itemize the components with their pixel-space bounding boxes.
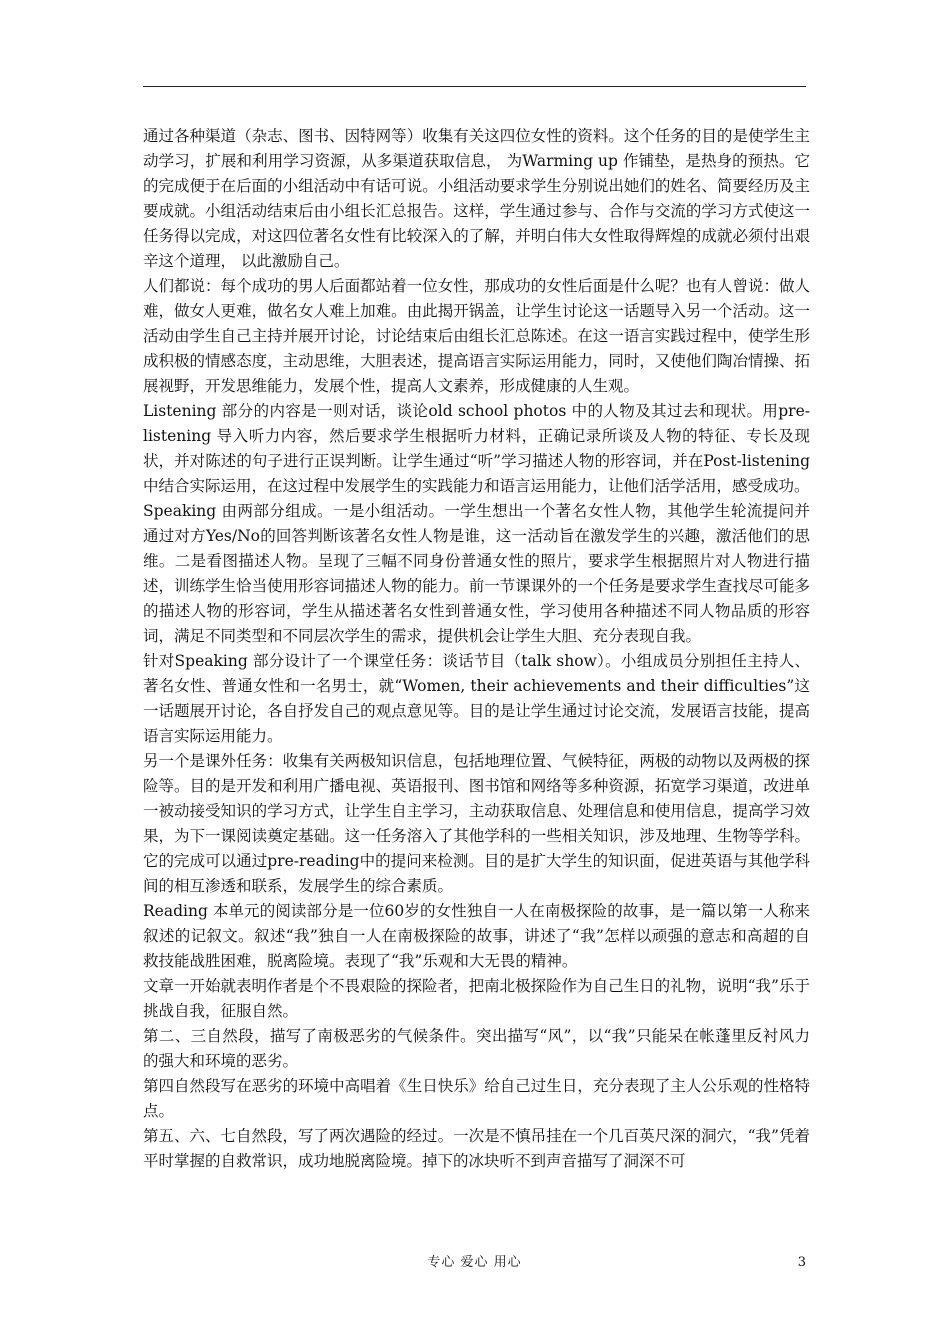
paragraph: 第二、三自然段，描写了南极恶劣的气候条件。突出描写“风”，以“我”只能呆在帐蓬里反衬风力的强大和环境的恶劣。 [143, 1027, 810, 1070]
paragraph: Reading 本单元的阅读部分是一位60岁的女性独自一人在南极探险的故事，是一篇以第一人称来叙述的记叙文。叙述“我”独自一人在南极探险的故事，讲述了“我”怎样以顽强的意志和高超的自救技能战胜困难，脱离险境。表现了“我”乐观和大无畏的精神。 [143, 902, 810, 970]
paragraph: Speaking 由两部分组成。一是小组活动。一学生想出一个著名女性人物，其他学生轮流提问并通过对方Yes/No的回答判断该著名女性人物是谁，这一活动旨在激发学生的兴趣，激活他们的思维。二是看图描述人物。呈现了三幅不同身份普通女性的照片，要求学生根据照片对人物进行描述，训练学生恰当使用形容词描述人物的能力。前一节课课外的一个任务是要求学生查找尽可能多的描述人物的形容词，学生从描述著名女性到普通女性，学习使用各种描述不同人物品质的形容词，满足不同类型和不同层次学生的需求，提供机会让学生大胆、充分表现自我。 [143, 502, 810, 645]
page-number: 3 [797, 1255, 806, 1270]
footer-motto: 专心 爱心 用心 [427, 1255, 522, 1270]
paragraph: 人们都说：每个成功的男人后面都站着一位女性，那成功的女性后面是什么呢？也有人曾说：做人难，做女人更难，做名女人难上加难。由此揭开锅盖，让学生讨论这一话题导入另一个活动。这一活动由学生自己主持并展开讨论，讨论结束后由组长汇总陈述。在这一语言实践过程中，使学生形成积极的情感态度，主动思维，大胆表述，提高语言实际运用能力，同时，又使他们陶冶情操、拓展视野，开发思维能力，发展个性，提高人文素养，形成健康的人生观。 [143, 277, 810, 395]
paragraph: 另一个是课外任务：收集有关两极知识信息，包括地理位置、气候特征，两极的动物以及两极的探险等。目的是开发和利用广播电视、英语报刊、图书馆和网络等多种资源，拓宽学习渠道，改进单一被动接受知识的学习方式，让学生自主学习，主动获取信息、处理信息和使用信息，提高学习效果，为下一课阅读奠定基础。这一任务溶入了其他学科的一些相关知识，涉及地理、生物等学科。它的完成可以通过pre-reading中的提问来检测。目的是扩大学生的知识面，促进英语与其他学科间的相互渗透和联系，发展学生的综合素质。 [143, 752, 810, 895]
paragraph: 第五、六、七自然段，写了两次遇险的经过。一次是不慎吊挂在一个几百英尺深的洞穴，“我”凭着平时掌握的自救常识，成功地脱离险境。掉下的冰块听不到声音描写了洞深不可 [143, 1127, 810, 1170]
paragraph: 针对Speaking 部分设计了一个课堂任务：谈话节目（talk show）。小组成员分别担任主持人、著名女性、普通女性和一名男士，就“Women, their achievements and their difficulties”这一话题展开讨论，各自抒发自己的观点意见等。目的是让学生通过讨论交流，发展语言技能，提高语言实际运用能力。 [143, 652, 810, 745]
paragraph: Listening 部分的内容是一则对话，谈论old school photos 中的人物及其过去和现状。用pre-listening 导入听力内容，然后要求学生根据听力材料，正确记录所谈及人物的特征、专长及现状，并对陈述的句子进行正误判断。让学生通过“听”学习描述人物的形容词，并在Post-listening中结合实际运用，在这过程中发展学生的实践能力和语言运用能力，让他们活学活用，感受成功。 [143, 402, 810, 495]
paragraph: 文章一开始就表明作者是个不畏艰险的探险者，把南北极探险作为自己生日的礼物，说明“我”乐于挑战自我，征服自然。 [143, 977, 810, 1020]
paragraph: 通过各种渠道（杂志、图书、因特网等）收集有关这四位女性的资料。这个任务的目的是使学生主动学习，扩展和利用学习资源，从多渠道获取信息， 为Warming up 作铺垫，是热身的预热。它的完成便于在后面的小组活动中有话可说。小组活动要求学生分别说出她们的姓名、简要经历及主要成就。小组活动结束后由小组长汇总报告。这样，学生通过参与、合作与交流的学习方式使这一任务得以完成，对这四位著名女性有比较深入的了解，并明白伟大女性取得辉煌的成就必须付出艰辛这个道理， 以此激励自己。 [143, 127, 810, 270]
header-rule [143, 86, 806, 87]
document-body [143, 124, 810, 1174]
paragraph: 第四自然段写在恶劣的环境中高唱着《生日快乐》给自己过生日，充分表现了主人公乐观的性格特点。 [143, 1077, 810, 1120]
page-footer [143, 1252, 806, 1274]
